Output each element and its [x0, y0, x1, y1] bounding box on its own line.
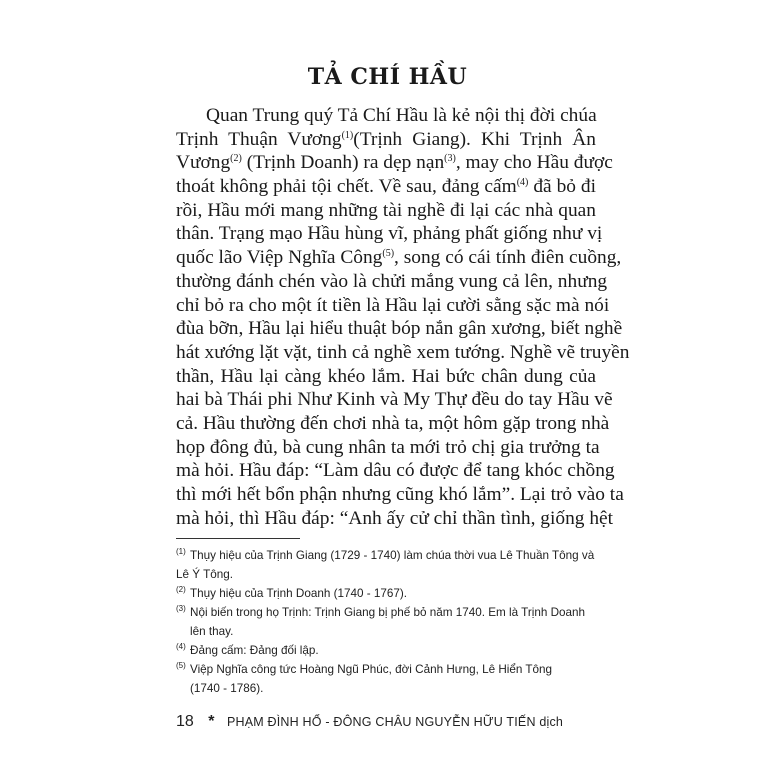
text-line [176, 436, 600, 460]
footer-separator: * [208, 713, 215, 730]
footnote-ref: (1) [341, 129, 354, 141]
footnote-ref: (2) [230, 153, 242, 165]
text-span: mà hỏi. Hầu đáp: “Làm dâu có được để tang khóc chồng [176, 460, 615, 482]
text-line [176, 222, 603, 246]
footnote-ref: (3) [444, 153, 456, 165]
text-line [176, 151, 613, 175]
page-number: 18 [176, 713, 194, 730]
text-span: rồi, Hầu mới mang những tài nghề đi lại các nhà quan [176, 199, 596, 221]
text-span: Trịnh Thuận Vương [176, 128, 342, 150]
text-span: hát xướng lặt vặt, tinh cả nghề xem tướng. Nghề vẽ truyền [176, 341, 630, 363]
text-line [176, 365, 596, 389]
text-span: đã bỏ đi [528, 176, 596, 198]
footnote-text: Việp Nghĩa công tức Hoàng Ngũ Phúc, đời Cảnh Hưng, Lê Hiển Tông [190, 663, 553, 676]
text-span: mà hỏi, thì Hầu đáp: “Anh ấy cử chỉ thần tình, giống hệt [176, 507, 614, 529]
text-span: Vương [176, 152, 231, 174]
text-span: họp đông đủ, bà cung nhân ta mới trỏ chị gia trưởng ta [176, 436, 600, 458]
text-span: thường đánh chén vào là chửi mắng vung cả lên, nhưng [176, 270, 608, 292]
text-span: thoát không phải tội chết. Về sau, đảng cấm [176, 176, 517, 198]
text-line [176, 104, 596, 128]
footnote-mark: (2) [176, 585, 186, 594]
footnote-mark: (5) [176, 661, 186, 670]
text-line [176, 294, 610, 318]
text-span: thần, Hầu lại càng khéo lắm. Hai bức chân dung của [176, 365, 596, 387]
text-line [176, 341, 630, 365]
text-span: thân. Trạng mạo Hầu hùng vĩ, phảng phất giống như vị [176, 223, 603, 245]
footnote-text: Thụy hiệu của Trịnh Doanh (1740 - 1767). [190, 587, 407, 600]
footnote-text: Nội biến trong họ Trịnh: Trịnh Giang bị phế bỏ năm 1740. Em là Trịnh Doanh [190, 606, 586, 619]
footnote-divider [176, 538, 300, 539]
body-text [176, 104, 630, 530]
text-span: đùa bỡn, Hầu lại hiểu thuật bóp nắn gân xương, biết nghề [176, 318, 623, 340]
text-span: , song có cái tính điên cuồng, [394, 247, 622, 269]
footer-credit: PHẠM ĐÌNH HỔ - ĐÔNG CHÂU NGUYỄN HỮU TIẾN dịch [226, 715, 564, 729]
text-line [176, 483, 624, 507]
footnote-text: (1740 - 1786). [190, 682, 264, 695]
text-line [176, 270, 608, 294]
text-span: (Trịnh Doanh) ra dẹp nạn [241, 152, 445, 174]
text-line [176, 388, 613, 412]
text-span: chỉ bỏ ra cho một ít tiền là Hầu lại cười sằng sặc mà nói [176, 294, 610, 316]
footnote-1 [176, 546, 596, 584]
text-span: Quan Trung quý Tả Chí Hầu là kẻ nội thị đời chúa [206, 105, 597, 126]
footnote-mark: (4) [176, 642, 186, 651]
footnote-text: Lê Ý Tông. [176, 568, 233, 581]
footnote-ref: (5) [382, 248, 395, 260]
text-line [176, 507, 614, 531]
chapter-title: TẢ CHÍ HẦU [307, 64, 468, 90]
text-line [176, 317, 623, 341]
footnote-5 [176, 660, 596, 698]
page-footer [176, 713, 616, 731]
footnote-ref: (4) [516, 177, 529, 189]
footnote-2 [176, 584, 596, 603]
text-span: thì mới hết bổn phận nhưng cũng khó lắm”. Lại trỏ vào ta [176, 484, 624, 505]
text-span: (Trịnh Giang). Khi Trịnh Ân [353, 128, 596, 150]
footnote-mark: (1) [176, 547, 186, 556]
text-span: , may cho Hầu được [455, 152, 613, 174]
footnote-3 [176, 603, 596, 641]
footnote-text: lên thay. [190, 625, 234, 638]
text-line [176, 246, 622, 270]
footnotes [176, 546, 596, 698]
text-line [176, 412, 610, 436]
footnote-mark: (3) [176, 604, 186, 613]
text-line [176, 128, 596, 152]
footnote-text: Thụy hiệu của Trịnh Giang (1729 - 1740) làm chúa thời vua Lê Thuần Tông và [190, 549, 595, 562]
text-span: quốc lão Việp Nghĩa Công [176, 247, 383, 269]
text-line [176, 175, 596, 199]
text-line [176, 199, 596, 223]
text-line [176, 459, 615, 483]
footnote-4 [176, 641, 596, 660]
text-span: cả. Hầu thường đến chơi nhà ta, một hôm gặp trong nhà [176, 412, 610, 434]
text-span: hai bà Thái phi Như Kinh và My Thự đều do tay Hầu vẽ [176, 389, 613, 411]
footnote-text: Đảng cấm: Đảng đối lập. [190, 644, 319, 657]
